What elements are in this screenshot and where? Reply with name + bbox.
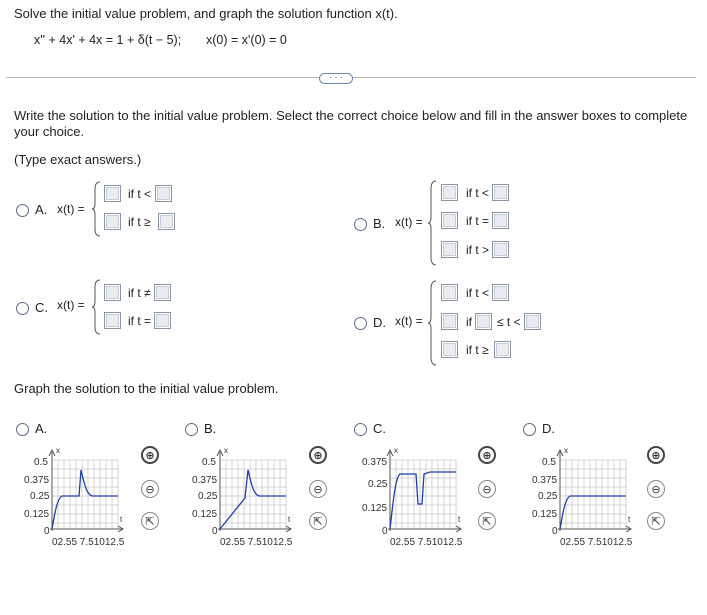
graph-a-curve — [52, 470, 118, 529]
graph-b-grid — [220, 460, 286, 529]
graph-c-ytick-2: 0.125 — [362, 503, 388, 514]
question-prompt: Solve the initial value problem, and graph the solution function x(t). — [14, 6, 398, 21]
graph-a-popout-icon[interactable]: ⇱ — [141, 512, 159, 530]
graph-d-popout-icon[interactable]: ⇱ — [647, 512, 665, 530]
graph-c-popout-icon[interactable]: ⇱ — [478, 512, 496, 530]
choice-b-expr2-box[interactable] — [441, 212, 458, 229]
graph-c-radio[interactable] — [354, 423, 367, 436]
graph-d-ytick-1: 0.375 — [532, 475, 558, 486]
choice-d-letter: D. — [373, 315, 386, 330]
choice-c-bound2-box[interactable] — [154, 312, 171, 329]
choice-a-cond2: if t ≥ — [128, 215, 151, 229]
choice-c-expr1-box[interactable] — [104, 284, 121, 301]
choice-d-radio[interactable] — [354, 317, 367, 330]
graph-d-ytick-2: 0.25 — [538, 491, 558, 502]
graph-d-t-label: t — [628, 515, 631, 524]
choice-b-letter: B. — [373, 216, 386, 231]
graph-d-ytick-4: 0 — [552, 526, 558, 537]
choice-a-letter: A. — [35, 202, 48, 217]
choice-a-cond1: if t < — [128, 187, 152, 201]
choice-b-bound2-box[interactable] — [492, 212, 509, 229]
graph-a-ytick-1: 0.375 — [24, 475, 50, 486]
graph-d-curve — [560, 496, 626, 529]
choice-b-cond1: if t < — [466, 186, 490, 200]
graph-c-curve — [390, 472, 456, 529]
part1-instruction: Write the solution to the initial value problem. Select the correct choice below and fill in the answer boxes to complete your choice. — [14, 108, 688, 139]
graph-c-t-label: t — [458, 515, 461, 524]
graph-b-ytick-3: 0.125 — [192, 509, 218, 520]
graph-b-x-label: x — [224, 446, 228, 455]
graph-a-grid — [52, 460, 118, 529]
graph-c-zoom-out-icon[interactable]: ⊖ — [478, 480, 496, 498]
graph-b-zoom-in-icon[interactable]: ⊕ — [309, 446, 327, 464]
graph-b-curve — [220, 470, 286, 529]
choice-a-brace — [92, 181, 102, 237]
choice-b-cond2: if t = — [466, 214, 490, 228]
choice-d-bound2b-box[interactable] — [524, 313, 541, 330]
graph-c-ytick-1: 0.25 — [368, 479, 388, 490]
graph-a-ytick-3: 0.125 — [24, 509, 50, 520]
initial-conditions: x(0) = x'(0) = 0 — [206, 33, 287, 47]
choice-b-expr1-box[interactable] — [441, 184, 458, 201]
choice-b-radio[interactable] — [354, 218, 367, 231]
graph-b-popout-icon[interactable]: ⇱ — [309, 512, 327, 530]
choice-c-expr2-box[interactable] — [104, 312, 121, 329]
choice-b-cond3: if t > — [466, 243, 490, 257]
graph-a-letter: A. — [35, 421, 48, 436]
graph-a-x-label: x — [56, 446, 60, 455]
graph-b-radio[interactable] — [185, 423, 198, 436]
choice-b-lhs: x(t) = — [395, 215, 423, 229]
graph-d-letter: D. — [542, 421, 555, 436]
choice-a-lhs: x(t) = — [57, 202, 85, 216]
part1-hint: (Type exact answers.) — [14, 152, 142, 167]
choice-b-expr3-box[interactable] — [441, 241, 458, 258]
choice-a-bound1-box[interactable] — [155, 185, 172, 202]
graph-c-letter: C. — [373, 421, 386, 436]
graph-c-ytick-0: 0.375 — [362, 457, 388, 468]
graph-a-ytick-4: 0 — [44, 526, 50, 537]
graph-d-ytick-3: 0.125 — [532, 509, 558, 520]
choice-d-expr1-box[interactable] — [441, 284, 458, 301]
graph-d-radio[interactable] — [523, 423, 536, 436]
graph-b-ytick-2: 0.25 — [198, 491, 218, 502]
choice-c-lhs: x(t) = — [57, 298, 85, 312]
graph-a-zoom-out-icon[interactable]: ⊖ — [141, 480, 159, 498]
part2-title: Graph the solution to the initial value problem. — [14, 381, 279, 396]
graph-d-grid — [560, 460, 626, 529]
graph-b-zoom-out-icon[interactable]: ⊖ — [309, 480, 327, 498]
choice-d-expr3-box[interactable] — [441, 341, 458, 358]
choice-d-cond1: if t < — [466, 286, 490, 300]
choice-c-brace — [92, 279, 102, 335]
graph-d-zoom-in-icon[interactable]: ⊕ — [647, 446, 665, 464]
equation: x'' + 4x' + 4x = 1 + δ(t − 5); — [34, 33, 182, 47]
expand-button[interactable]: · · · — [319, 73, 353, 84]
graph-a-xticks: 02.55 7.51012.5 — [52, 537, 125, 548]
choice-d-expr2-box[interactable] — [441, 313, 458, 330]
graph-c-ytick-3: 0 — [382, 526, 388, 537]
choice-c-bound1-box[interactable] — [154, 284, 171, 301]
graph-b-xticks: 02.55 7.51012.5 — [220, 537, 293, 548]
choice-d-bound3-box[interactable] — [494, 341, 511, 358]
choice-d-lhs: x(t) = — [395, 314, 423, 328]
graph-d-zoom-out-icon[interactable]: ⊖ — [647, 480, 665, 498]
graph-d-x-label: x — [564, 446, 568, 455]
graph-a-radio[interactable] — [16, 423, 29, 436]
choice-d-cond2: if — [466, 315, 472, 329]
choice-b-bound3-box[interactable] — [492, 241, 509, 258]
graph-c-zoom-in-icon[interactable]: ⊕ — [478, 446, 496, 464]
choice-c-cond2: if t = — [128, 314, 152, 328]
choice-b-bound1-box[interactable] — [492, 184, 509, 201]
choice-c-cond1: if t ≠ — [128, 286, 151, 300]
graph-d-xticks: 02.55 7.51012.5 — [560, 537, 633, 548]
graph-b-ytick-0: 0.5 — [202, 457, 216, 468]
choice-d-bound2a-box[interactable] — [475, 313, 492, 330]
choice-d-bound1-box[interactable] — [492, 284, 509, 301]
graph-c-x-label: x — [394, 446, 398, 455]
choice-d-cond3: if t ≥ — [466, 343, 489, 357]
choice-a-expr2-box[interactable] — [104, 213, 121, 230]
choice-d-brace — [428, 280, 438, 366]
graph-c-xticks: 02.55 7.51012.5 — [390, 537, 463, 548]
graph-d-ytick-0: 0.5 — [542, 457, 556, 468]
graph-a-zoom-in-icon[interactable]: ⊕ — [141, 446, 159, 464]
graph-b-letter: B. — [204, 421, 217, 436]
choice-d-cond2b: ≤ t < — [497, 315, 521, 329]
choice-a-bound2-box[interactable] — [158, 213, 175, 230]
choice-b-brace — [428, 180, 438, 266]
choice-c-radio[interactable] — [16, 302, 29, 315]
choice-a-radio[interactable] — [16, 204, 29, 217]
graph-a-ytick-2: 0.25 — [30, 491, 50, 502]
graph-b-ytick-1: 0.375 — [192, 475, 218, 486]
choice-c-letter: C. — [35, 300, 48, 315]
graph-b-t-label: t — [288, 515, 291, 524]
graph-a-t-label: t — [120, 515, 123, 524]
graph-b-ytick-4: 0 — [212, 526, 218, 537]
choice-a-expr1-box[interactable] — [104, 185, 121, 202]
graph-a-ytick-0: 0.5 — [34, 457, 48, 468]
